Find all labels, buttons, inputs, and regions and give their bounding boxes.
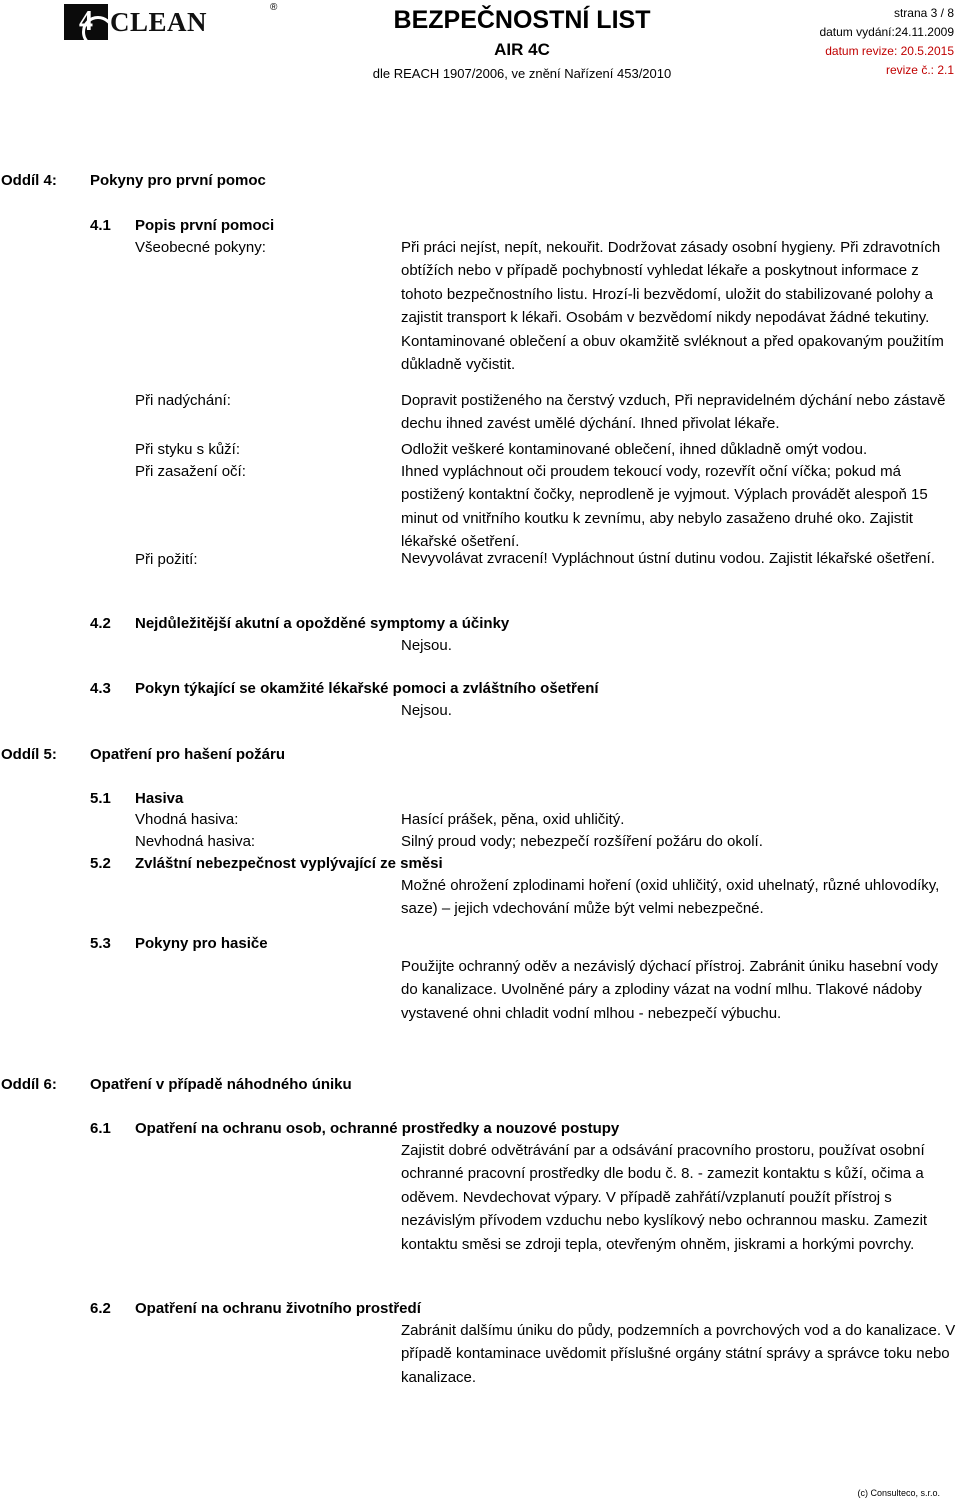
general-instructions-text: Při práci nejíst, nepít, nekouřit. Dodržovat zásady osobní hygieny. Při zdravotních obtížích nebo v případě pochybností vyhledat lékaře a poskytnout informace z tohoto bezpečnostního listu. Hrozí-li bezvědomí, uložit do stabilizované polohy a zajistit transport k lékaři. Osobám v bezvědomí nikdy nepodávat žádné tekutiny. Kontaminované oblečení a obuv okamžitě svléknout a před opakovaným použitím důkladně vyčistit. [401, 239, 944, 374]
skin-contact-text: Odložit veškeré kontaminované oblečení, ihned důkladně omýt vodou. [401, 441, 868, 458]
issue-date: datum vydání:24.11.2009 [819, 25, 954, 39]
section-label: Oddíl 6: [1, 1076, 57, 1093]
subsection-text: Zabránit dalšímu úniku do půdy, podzemních a povrchových vod a do kanalizace. V případě kontaminace uvědomit příslušné orgány státní správy a správce toku nebo kanalizace. [401, 1322, 956, 1386]
subsection-number: 4.1 [90, 217, 111, 234]
section-label: Oddíl 5: [1, 746, 57, 763]
logo-text: CLEAN [110, 6, 208, 37]
subsection-title: Pokyn týkající se okamžité lékařské pomoci a zvláštního ošetření [135, 680, 599, 697]
eye-contact-label: Při zasažení očí: [135, 463, 246, 480]
general-instructions-label: Všeobecné pokyny: [135, 239, 266, 256]
subsection-number: 4.3 [90, 680, 111, 697]
section-title: Pokyny pro první pomoc [90, 172, 266, 189]
section-title: Opatření v případě náhodného úniku [90, 1076, 352, 1093]
unsuitable-media-text: Silný proud vody; nebezpečí rozšíření požáru do okolí. [401, 833, 763, 850]
subsection-text: Možné ohrožení zplodinami hoření (oxid uhličitý, oxid uhelnatý, různé uhlovodíky, saze) – jejich vdechování může být velmi nebezpečné. [401, 877, 940, 918]
subsection-title: Opatření na ochranu životního prostředí [135, 1300, 421, 1317]
revision-date: datum revize: 20.5.2015 [825, 44, 954, 58]
subsection-text: Zajistit dobré odvětrávání par a odsávání pracovního prostoru, používat osobní ochranné pracovní prostředky dle bodu č. 8. - zamezit kontaktu s kůží, očima a oděvem. Nevdechovat výpary. V případě zahřátí/vzplanutí použít přístroj s nezávislým přívodem vzduchu nebo kyslíkový nebo ochrannou masku. Zamezit kontaktu směsi se zdroji tepla, otevřeným ohněm, jiskrami a horkými povrchy. [401, 1142, 928, 1253]
subsection-title: Popis první pomoci [135, 217, 275, 234]
logo-mark: 4 [64, 4, 108, 40]
section-title: Opatření pro hašení požáru [90, 746, 286, 763]
subsection-text: Použijte ochranný oděv a nezávislý dýchací přístroj. Zabránit úniku hasební vody do kanalizace. Uvolněné páry a zplodiny vázat na vodní mlhu. Tlakové nádoby vystavené ohni chladit vodní mlhou - nebezpečí výbuchu. [401, 958, 938, 1022]
document-title: BEZPEČNOSTNÍ LIST [393, 6, 651, 34]
subsection-number: 5.2 [90, 855, 111, 872]
suitable-media-label: Vhodná hasiva: [135, 811, 239, 828]
regulation-reference: dle REACH 1907/2006, ve znění Nařízení 453/2010 [372, 66, 672, 81]
subsection-text: Nejsou. [401, 702, 452, 719]
subsection-title: Opatření na ochranu osob, ochranné prostředky a nouzové postupy [135, 1120, 620, 1137]
subsection-number: 5.1 [90, 790, 111, 807]
inhalation-label: Při nadýchání: [135, 392, 231, 409]
skin-contact-label: Při styku s kůží: [135, 441, 241, 458]
subsection-number: 6.1 [90, 1120, 111, 1137]
revision-number: revize č.: 2.1 [885, 63, 954, 77]
subsection-number: 5.3 [90, 935, 111, 952]
unsuitable-media-label: Nevhodná hasiva: [135, 833, 256, 850]
section-label: Oddíl 4: [1, 172, 57, 189]
ingestion-text: Nevyvolávat zvracení! Vypláchnout ústní dutinu vodou. Zajistit lékařské ošetření. [401, 550, 935, 567]
ingestion-label: Při požití: [135, 551, 198, 568]
page-number: strana 3 / 8 [893, 6, 954, 20]
subsection-number: 4.2 [90, 615, 111, 632]
subsection-number: 6.2 [90, 1300, 111, 1317]
footer-copyright: (c) Consulteco, s.r.o. [857, 1488, 940, 1498]
inhalation-text: Dopravit postiženého na čerstvý vzduch, Při nepravidelném dýchání nebo zástavě dechu ihned zavést umělé dýchání. Ihned přivolat lékaře. [401, 392, 946, 433]
subsection-text: Nejsou. [401, 637, 452, 654]
subsection-title: Zvláštní nebezpečnost vyplývající ze směsi [135, 855, 443, 872]
product-name: AIR 4C [494, 40, 550, 59]
subsection-title: Pokyny pro hasiče [135, 935, 268, 952]
company-logo [64, 2, 278, 40]
registered-mark: ® [270, 2, 278, 13]
subsection-title: Hasiva [135, 790, 184, 807]
subsection-title: Nejdůležitější akutní a opožděné symptomy a účinky [135, 615, 510, 632]
eye-contact-text: Ihned vypláchnout oči proudem tekoucí vody, rozevřít oční víčka; pokud má postižený kontaktní čočky, neprodleně je vyjmout. Výplach provádět alespoň 15 minut od vnitřního koutku k zevnímu, aby nebylo zasaženo druhé oko. Zajistit lékařské ošetření. [401, 463, 928, 551]
suitable-media-text: Hasící prášek, pěna, oxid uhličitý. [401, 811, 625, 828]
